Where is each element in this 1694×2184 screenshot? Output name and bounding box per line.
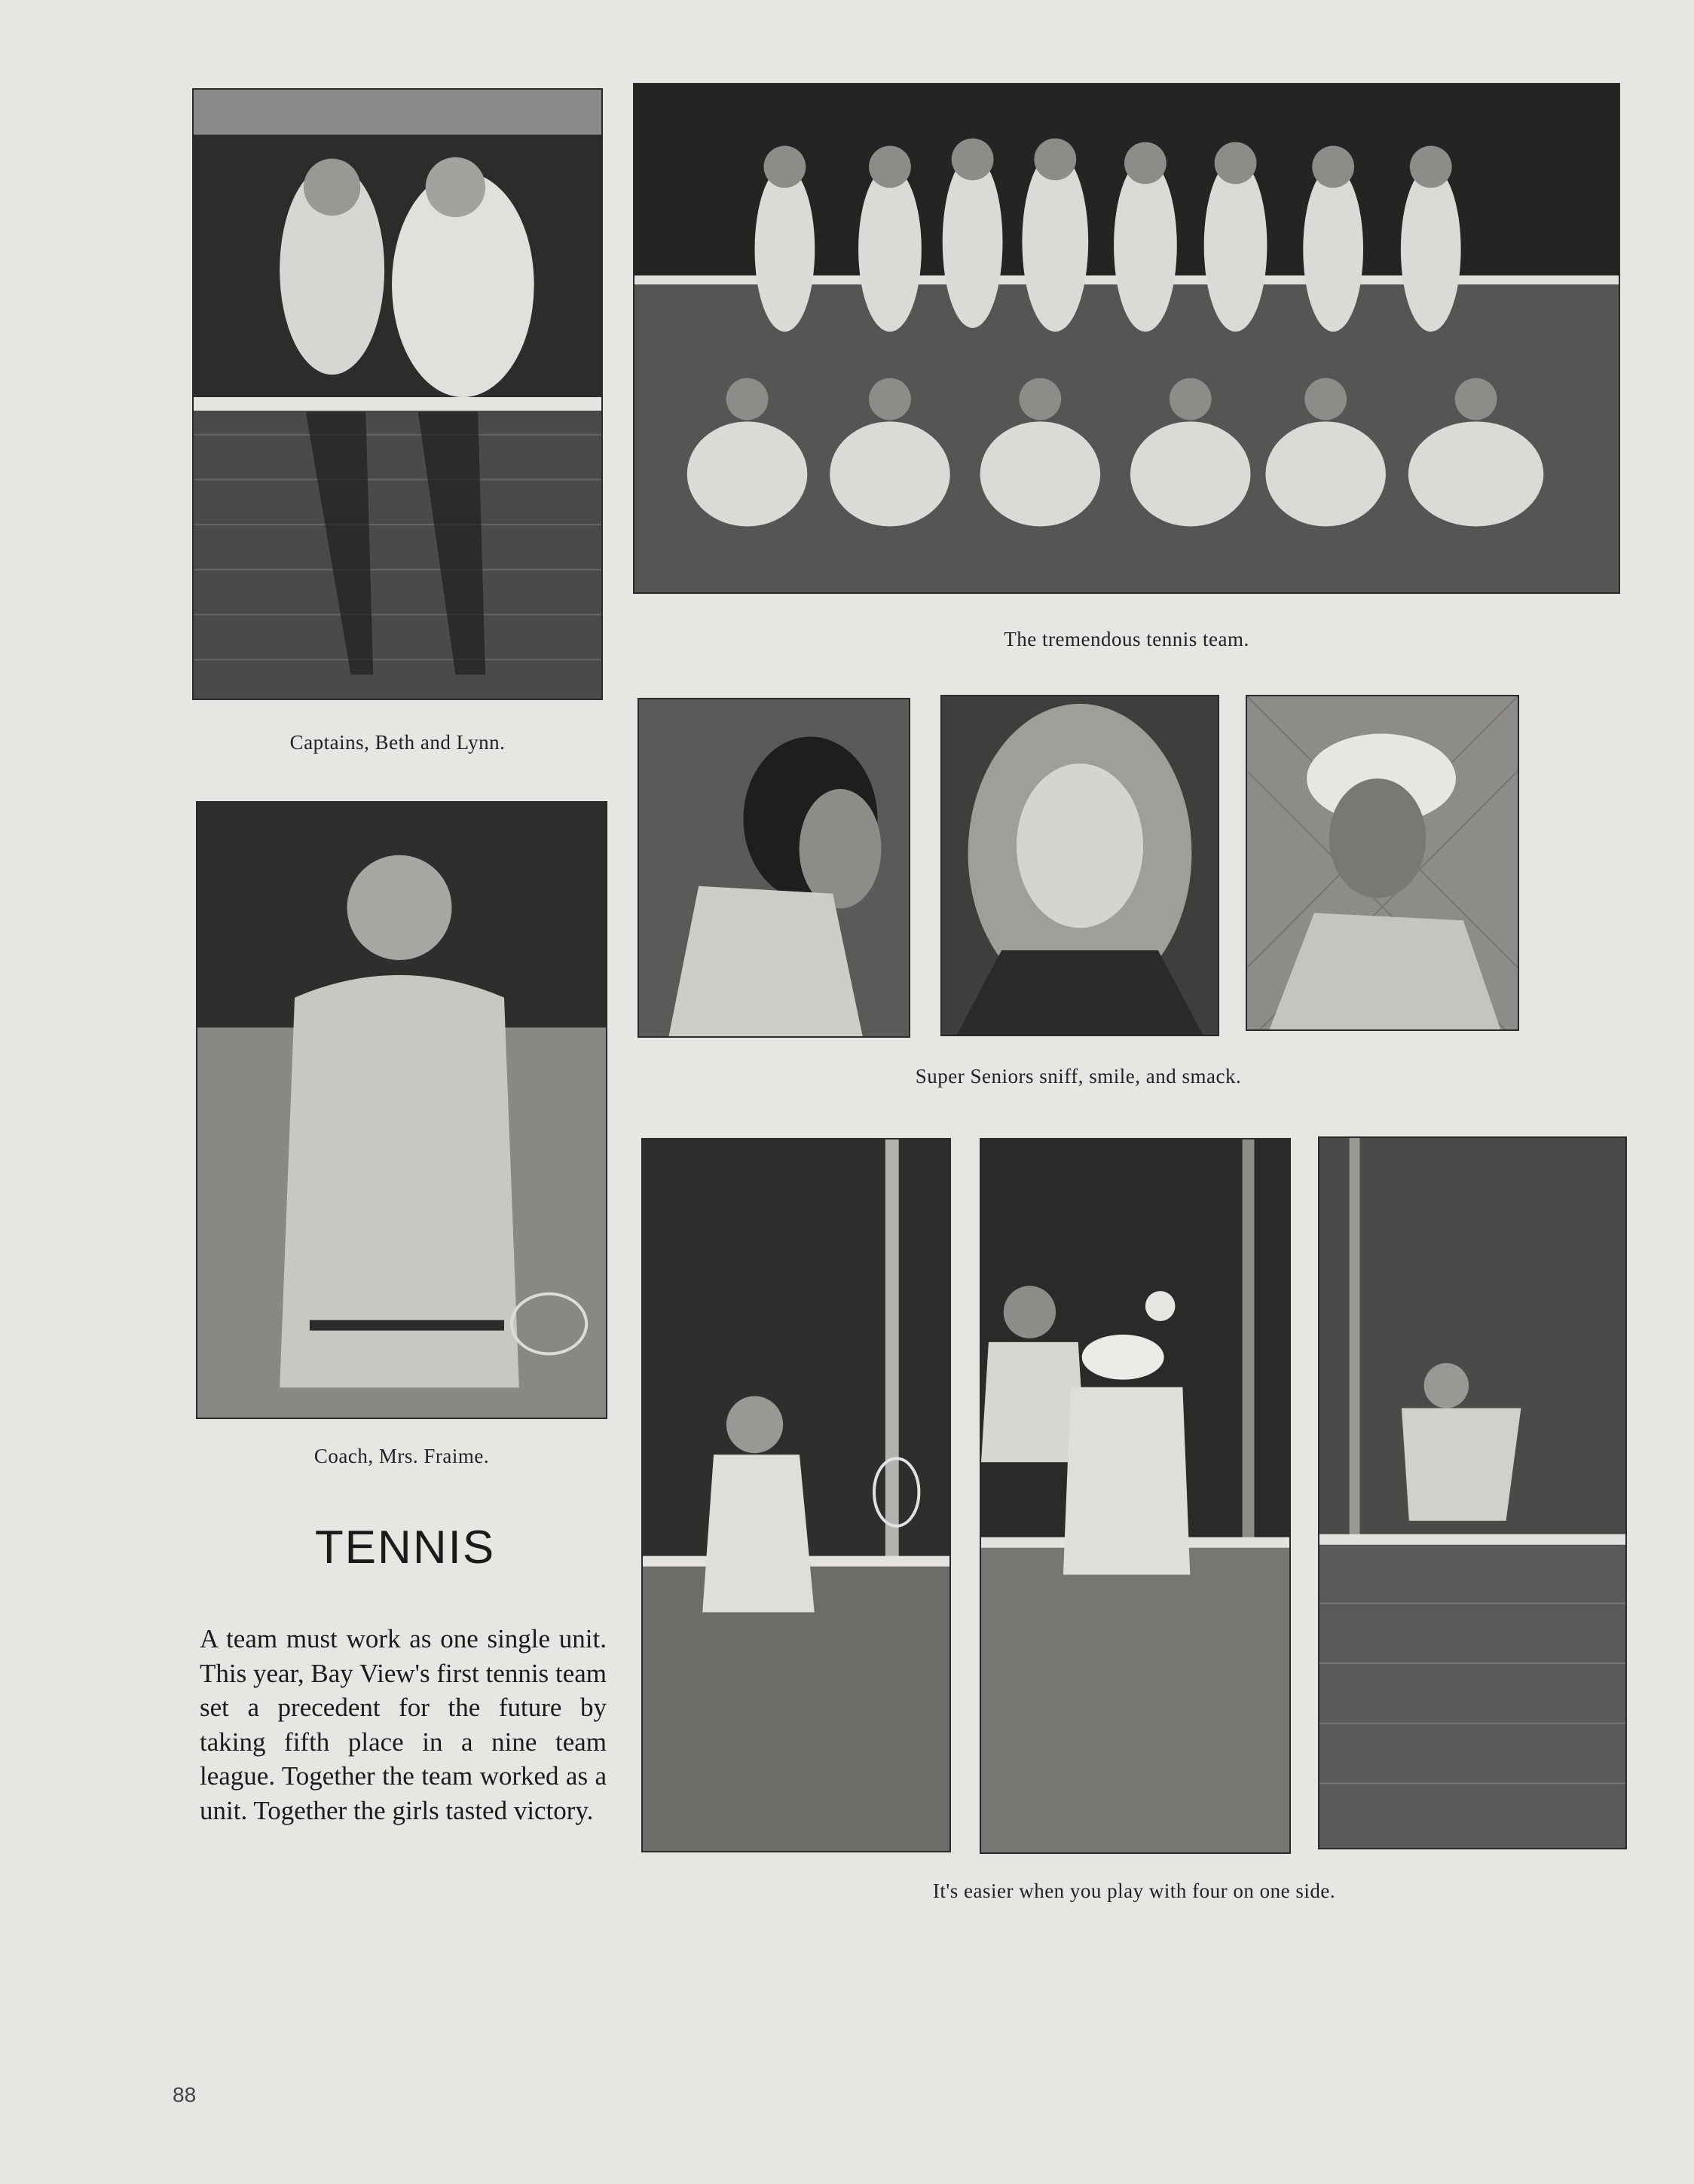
photo-senior-1 — [638, 698, 910, 1038]
photo-coach — [196, 801, 607, 1419]
photo-action-2 — [980, 1138, 1291, 1854]
page-number: 88 — [173, 2083, 197, 2106]
photo-senior-3 — [1246, 695, 1519, 1031]
article-title: TENNIS — [314, 1522, 496, 1574]
photo-senior-2 — [940, 695, 1219, 1036]
caption-seniors: Super Seniors sniff, smile, and smack. — [915, 1065, 1242, 1087]
photo-action-3 — [1318, 1136, 1627, 1849]
photo-team — [633, 83, 1620, 594]
photo-action-1 — [641, 1138, 951, 1852]
caption-action: It's easier when you play with four on one side. — [932, 1880, 1336, 1902]
caption-team: The tremendous tennis team. — [1004, 628, 1249, 650]
caption-captains: Captains, Beth and Lynn. — [289, 731, 506, 754]
caption-coach: Coach, Mrs. Fraime. — [313, 1445, 490, 1467]
photo-captains — [192, 88, 603, 700]
article-body: A team must work as one single unit. This year, Bay View's first tennis team set a precedent for the future by taking fifth place in a nine team league. Together the team worked as a unit. Together the girls tasted victory. — [200, 1624, 607, 1825]
